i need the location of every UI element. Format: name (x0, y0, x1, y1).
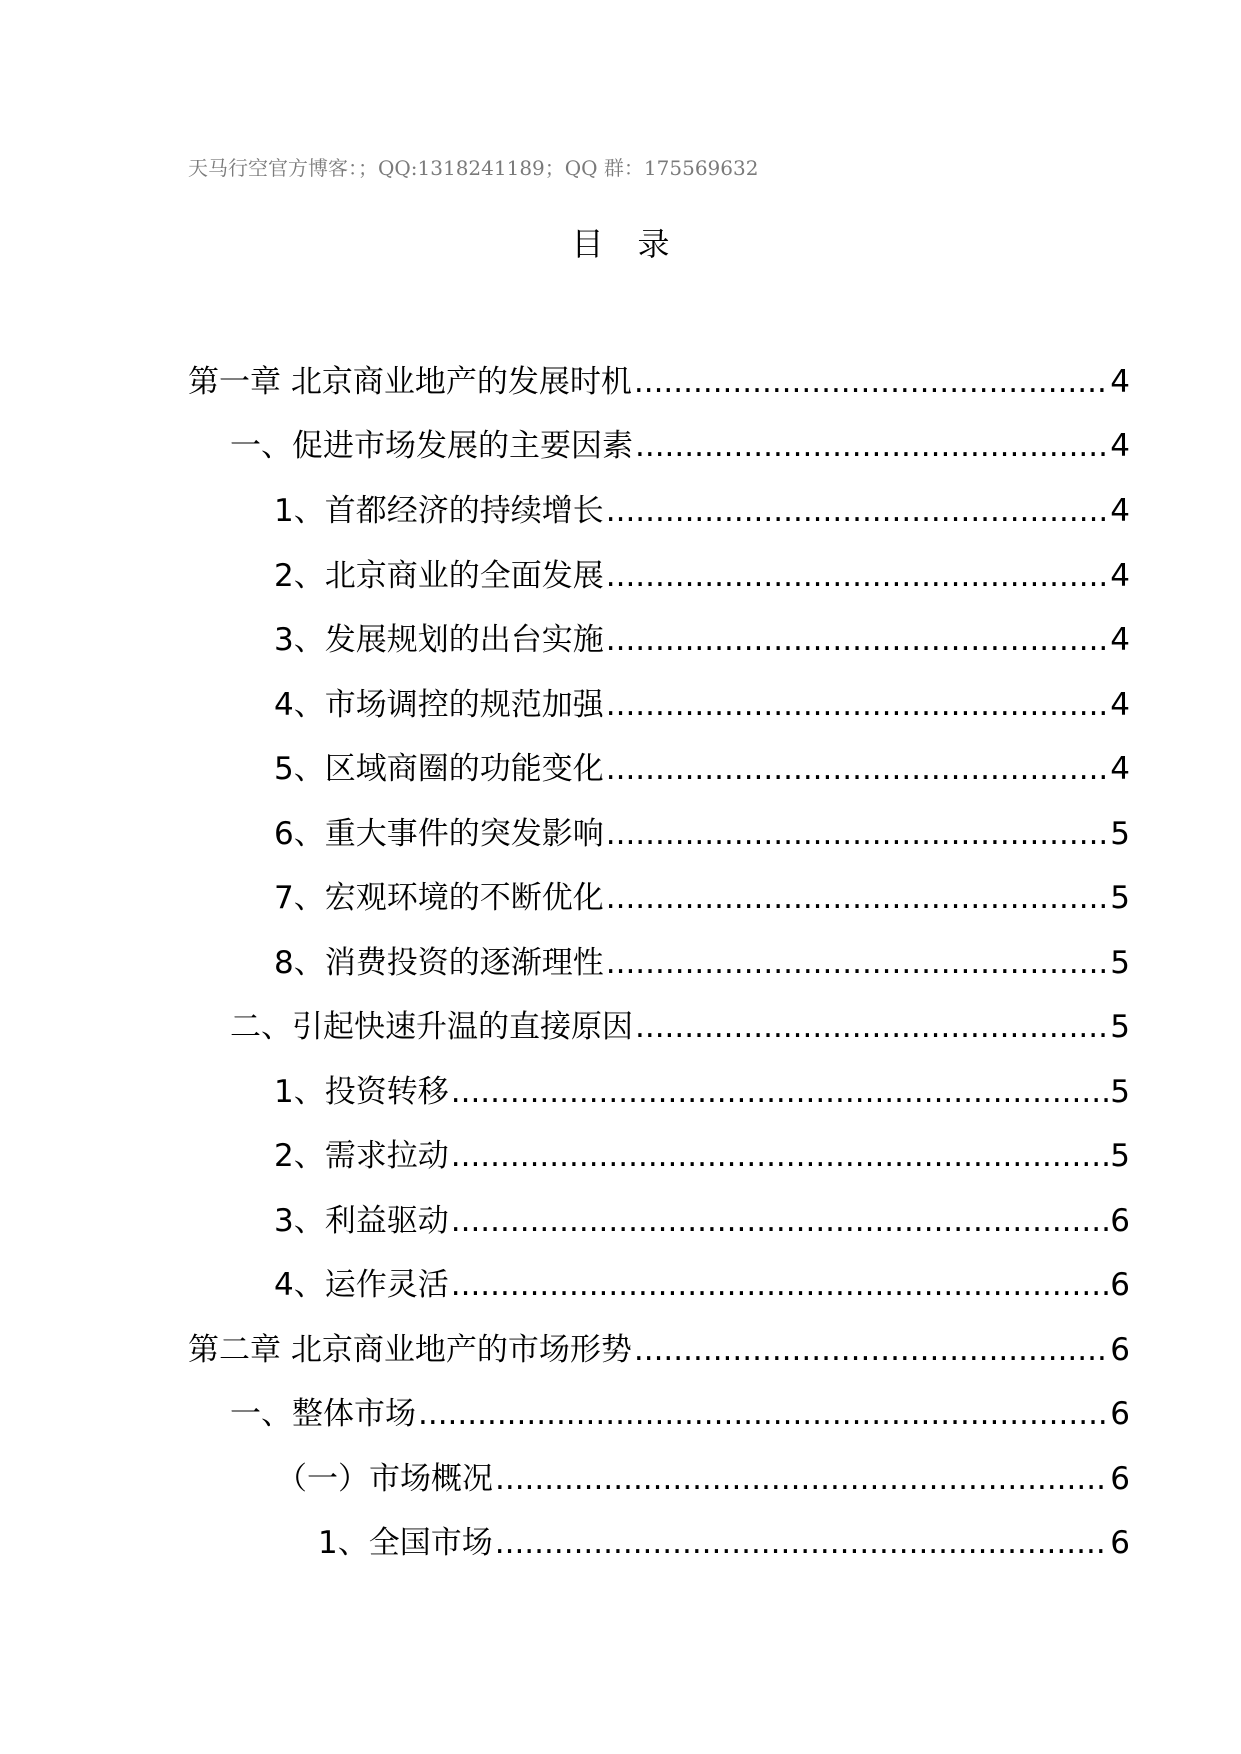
toc-entry-page: 4 (1110, 364, 1130, 400)
toc-dot-leader (606, 556, 1109, 596)
toc-entry-item[interactable] (274, 1255, 1130, 1305)
toc-entry-label: 3、发展规划的出台实施 (274, 622, 604, 658)
toc-entry-page: 5 (1110, 1138, 1130, 1174)
toc-entry-page: 5 (1110, 1074, 1130, 1110)
toc-entry-chapter-2[interactable] (188, 1320, 1130, 1370)
toc-entry-label: 5、区域商圈的功能变化 (274, 751, 604, 787)
toc-entry-page: 4 (1110, 751, 1130, 787)
toc-dot-leader (451, 1201, 1109, 1241)
toc-entry-label: 4、运作灵活 (274, 1267, 449, 1303)
toc-dot-leader (634, 362, 1108, 402)
toc-dot-leader (606, 878, 1109, 918)
toc-dot-leader (606, 620, 1109, 660)
toc-entry-label: 3、利益驱动 (274, 1203, 449, 1239)
toc-entry-section-2[interactable] (230, 997, 1130, 1047)
toc-entry-item[interactable] (274, 610, 1130, 660)
toc-entry-label: 第一章 北京商业地产的发展时机 (188, 364, 632, 400)
toc-dot-leader (451, 1072, 1109, 1112)
toc-entry-page: 6 (1110, 1525, 1130, 1561)
toc-entry-page: 4 (1110, 493, 1130, 529)
toc-entry-label: 1、首都经济的持续增长 (274, 493, 604, 529)
toc-entry-label: 1、全国市场 (318, 1525, 493, 1561)
toc-entry-label: 第二章 北京商业地产的市场形势 (188, 1332, 632, 1368)
toc-entry-page: 4 (1110, 622, 1130, 658)
toc-entry-label: 一、促进市场发展的主要因素 (230, 428, 633, 464)
toc-entry-item[interactable] (274, 675, 1130, 725)
toc-entry-item[interactable] (274, 868, 1130, 918)
toc-dot-leader (418, 1394, 1108, 1434)
toc-dot-leader (451, 1265, 1109, 1305)
toc-entry-item[interactable] (274, 933, 1130, 983)
toc-entry-page: 4 (1110, 558, 1130, 594)
toc-entry-page: 5 (1110, 945, 1130, 981)
toc-entry-item[interactable] (274, 546, 1130, 596)
toc-entry-label: 8、消费投资的逐渐理性 (274, 945, 604, 981)
toc-dot-leader (635, 1007, 1108, 1047)
toc-entry-page: 6 (1110, 1203, 1130, 1239)
toc-entry-label: 2、北京商业的全面发展 (274, 558, 604, 594)
toc-entry-item[interactable] (274, 1062, 1130, 1112)
toc-entry-section-1[interactable] (230, 1384, 1130, 1434)
toc-entry-label: 7、宏观环境的不断优化 (274, 880, 604, 916)
toc-entry-item[interactable] (274, 1126, 1130, 1176)
toc-dot-leader (606, 814, 1109, 854)
toc-entry-item[interactable] (318, 1513, 1130, 1563)
toc-entry-label: 二、引起快速升温的直接原因 (230, 1009, 633, 1045)
toc-entry-label: 6、重大事件的突发影响 (274, 816, 604, 852)
toc-entry-label: 4、市场调控的规范加强 (274, 687, 604, 723)
toc-entry-page: 4 (1110, 428, 1130, 464)
toc-dot-leader (634, 1330, 1108, 1370)
toc-entry-label: 1、投资转移 (274, 1074, 449, 1110)
toc-entry-item[interactable] (274, 1191, 1130, 1241)
toc-entry-page: 6 (1110, 1267, 1130, 1303)
toc-entry-page: 5 (1110, 1009, 1130, 1045)
toc-dot-leader (495, 1459, 1108, 1499)
toc-entry-page: 5 (1110, 880, 1130, 916)
toc-entry-page: 6 (1110, 1396, 1130, 1432)
toc-entry-item[interactable] (274, 804, 1130, 854)
toc-title: 目录 (571, 225, 704, 263)
toc-dot-leader (495, 1523, 1109, 1563)
toc-dot-leader (606, 491, 1109, 531)
toc-entry-label: （一）市场概况 (276, 1461, 493, 1497)
toc-entry-page: 4 (1110, 687, 1130, 723)
toc-dot-leader (451, 1136, 1109, 1176)
toc-dot-leader (606, 943, 1109, 983)
toc-dot-leader (606, 685, 1109, 725)
toc-entry-page: 5 (1110, 816, 1130, 852)
toc-entry-item[interactable] (274, 481, 1130, 531)
toc-dot-leader (635, 426, 1108, 466)
toc-entry-section-1[interactable] (230, 416, 1130, 466)
toc-entry-page: 6 (1110, 1461, 1130, 1497)
toc-entry-label: 2、需求拉动 (274, 1138, 449, 1174)
toc-entry-subsection[interactable] (276, 1449, 1130, 1499)
toc-entry-page: 6 (1110, 1332, 1130, 1368)
toc-entry-label: 一、整体市场 (230, 1396, 416, 1432)
toc-entry-chapter-1[interactable] (188, 352, 1130, 402)
toc-entry-item[interactable] (274, 739, 1130, 789)
blog-header-text: 天马行空官方博客：；QQ:1318241189；QQ 群：175569632 (188, 156, 759, 180)
toc-dot-leader (606, 749, 1109, 789)
